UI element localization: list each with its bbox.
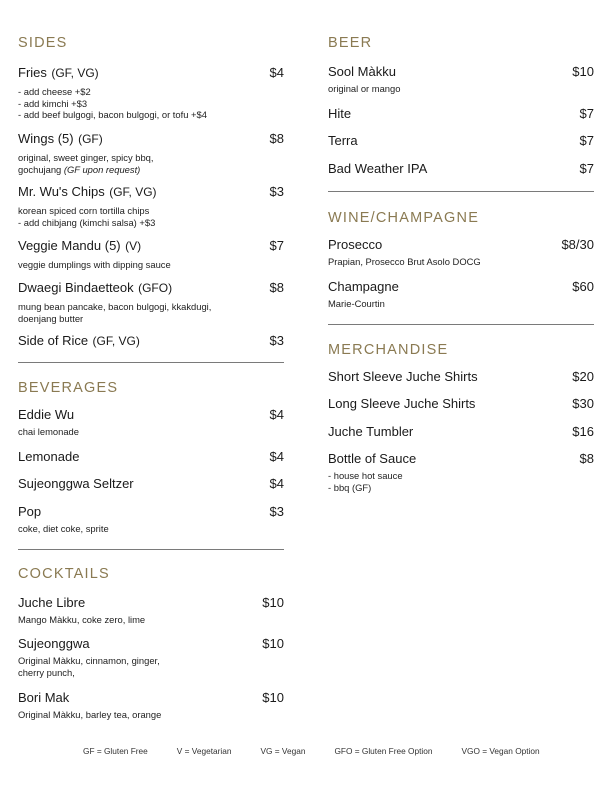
item-name: Pop: [18, 504, 42, 519]
desc-italic-note: (GF upon request): [63, 163, 141, 175]
item-description: [328, 470, 594, 493]
item-name: Short Sleeve Juche Shirts: [328, 369, 478, 384]
sides-title: SIDES: [18, 35, 68, 51]
item-price: $10: [262, 636, 284, 651]
item-tag: (GF, VG): [92, 334, 140, 348]
item-name: Wings (5): [18, 131, 74, 146]
legend-item: V = Vegetarian: [176, 746, 232, 756]
item-name: Veggie Mandu (5): [18, 238, 121, 253]
item-price: $3: [269, 504, 284, 519]
item-name: Hite: [328, 106, 352, 121]
menu-item-lemonade: [18, 449, 284, 464]
item-price: $8/30: [561, 237, 594, 252]
item-price: $4: [269, 449, 284, 464]
item-price: $3: [269, 333, 284, 348]
item-price: $8: [269, 280, 284, 295]
desc-line: original or mango: [328, 83, 401, 94]
item-description: [18, 655, 284, 678]
item-tag: (GFO): [138, 281, 173, 295]
desc-line: Original Màkku, cinnamon, ginger,: [18, 655, 160, 666]
desc-line: veggie dumplings with dipping sauce: [18, 259, 171, 270]
menu-item-pop: [18, 504, 284, 535]
item-description: [18, 86, 284, 121]
desc-line: - add chibjang (kimchi salsa) +$3: [18, 216, 156, 228]
menu-item-short-sleeve-shirts: [328, 369, 594, 384]
section-divider: [328, 191, 594, 192]
item-price: $4: [269, 65, 284, 80]
item-name: Long Sleeve Juche Shirts: [328, 396, 476, 411]
menu-item-long-sleeve-shirts: [328, 396, 594, 411]
item-price: $8: [579, 451, 594, 466]
desc-line: cherry punch,: [18, 666, 75, 678]
item-price: $8: [269, 131, 284, 146]
menu-item-prosecco: [328, 237, 594, 268]
item-description: [328, 256, 594, 268]
item-name: Mr. Wu's Chips: [18, 184, 105, 199]
menu-item-juche-tumbler: [328, 424, 594, 439]
desc-line: - add cheese +$2: [18, 86, 91, 97]
item-price: $7: [269, 238, 284, 253]
desc-line: korean spiced corn tortilla chips: [18, 205, 150, 216]
menu-item-bindaetteok: [18, 279, 284, 324]
item-description: [18, 152, 284, 175]
menu-item-bad-weather-ipa: [328, 161, 594, 176]
item-name: Eddie Wu: [18, 407, 75, 422]
item-name: Champagne: [328, 279, 399, 294]
beverages-title: BEVERAGES: [18, 380, 119, 396]
desc-line: Prapian, Prosecco Brut Asolo DOCG: [328, 256, 481, 267]
item-name: Side of Rice: [18, 333, 89, 348]
beer-title: BEER: [328, 35, 373, 51]
item-name: Sujeonggwa Seltzer: [18, 476, 134, 491]
legend-item: VG = Vegan: [260, 746, 306, 756]
item-price: $30: [572, 396, 594, 411]
menu-item-wings: [18, 130, 284, 175]
legend-item: VGO = Vegan Option: [461, 746, 540, 756]
menu-item-sool-makku: [328, 64, 594, 95]
item-tag: (GF): [78, 132, 103, 146]
desc-line: mung bean pancake, bacon bulgogi, kkakdugi,: [18, 301, 212, 312]
menu-item-bottle-of-sauce: [328, 451, 594, 493]
item-price: $7: [579, 133, 594, 148]
item-name: Bottle of Sauce: [328, 451, 417, 466]
item-name: Dwaegi Bindaetteok: [18, 280, 134, 295]
desc-line: - add beef bulgogi, bacon bulgogi, or tofu +$4: [18, 109, 207, 121]
desc-line: Marie-Courtin: [328, 298, 385, 309]
menu-item-terra: [328, 133, 594, 148]
menu-item-fries: [18, 64, 284, 121]
menu-item-bori-mak: [18, 690, 284, 721]
desc-line: - add kimchi +$3: [18, 97, 88, 109]
item-name: Lemonade: [18, 449, 80, 464]
desc-line: - bbq (GF): [328, 481, 372, 493]
item-name: Sujeonggwa: [18, 636, 90, 651]
wine-title: WINE/CHAMPAGNE: [328, 210, 480, 226]
item-description: [328, 298, 594, 310]
item-price: $7: [579, 106, 594, 121]
item-price: $10: [262, 690, 284, 705]
desc-line: chai lemonade: [18, 426, 79, 437]
desc-line: Original Màkku, barley tea, orange: [18, 709, 162, 720]
item-price: $4: [269, 407, 284, 422]
section-divider: [18, 549, 284, 550]
item-price: $7: [579, 161, 594, 176]
item-name: Juche Libre: [18, 595, 86, 610]
item-description: [18, 709, 284, 721]
menu-item-eddie-wu: [18, 407, 284, 438]
item-description: [18, 259, 284, 271]
menu-item-juche-libre: [18, 595, 284, 626]
item-name: Sool Màkku: [328, 64, 396, 79]
legend-item: GFO = Gluten Free Option: [334, 746, 433, 756]
menu-item-sujeonggwa-seltzer: [18, 476, 284, 491]
item-description: [18, 205, 284, 228]
menu-item-side-of-rice: [18, 332, 284, 350]
item-price: $3: [269, 184, 284, 199]
merchandise-title: MERCHANDISE: [328, 342, 449, 358]
item-name: Prosecco: [328, 237, 383, 252]
menu-item-chips: [18, 183, 284, 228]
item-description: [18, 614, 284, 626]
section-divider: [328, 324, 594, 325]
item-tag: (V): [125, 239, 142, 253]
item-description: [328, 83, 594, 95]
menu-item-sujeonggwa: [18, 636, 284, 678]
item-price: $10: [262, 595, 284, 610]
item-description: [18, 426, 284, 438]
item-description: [18, 523, 284, 535]
item-tag: (GF, VG): [109, 185, 157, 199]
cocktails-title: COCKTAILS: [18, 566, 110, 582]
legend-item: GF = Gluten Free: [83, 746, 148, 756]
desc-line: Mango Màkku, coke zero, lime: [18, 614, 146, 625]
item-name: Juche Tumbler: [328, 424, 414, 439]
section-divider: [18, 362, 284, 363]
item-description: [18, 301, 284, 324]
item-price: $20: [572, 369, 594, 384]
menu-item-champagne: [328, 279, 594, 310]
item-tag: (GF, VG): [51, 66, 99, 80]
item-name: Fries: [18, 65, 47, 80]
menu-item-veggie-mandu: [18, 237, 284, 271]
desc-text: gochujang: [18, 163, 64, 175]
desc-line: - house hot sauce: [328, 470, 403, 481]
dietary-legend: [83, 746, 569, 756]
item-price: $16: [572, 424, 594, 439]
menu-item-hite: [328, 106, 594, 121]
item-price: $60: [572, 279, 594, 294]
item-price: $4: [269, 476, 284, 491]
item-price: $10: [572, 64, 594, 79]
desc-line: doenjang butter: [18, 312, 84, 324]
item-name: Terra: [328, 133, 358, 148]
item-name: Bori Mak: [18, 690, 70, 705]
desc-line: [18, 164, 284, 176]
item-name: Bad Weather IPA: [328, 161, 428, 176]
desc-line: original, sweet ginger, spicy bbq,: [18, 152, 154, 163]
desc-line: coke, diet coke, sprite: [18, 523, 109, 534]
